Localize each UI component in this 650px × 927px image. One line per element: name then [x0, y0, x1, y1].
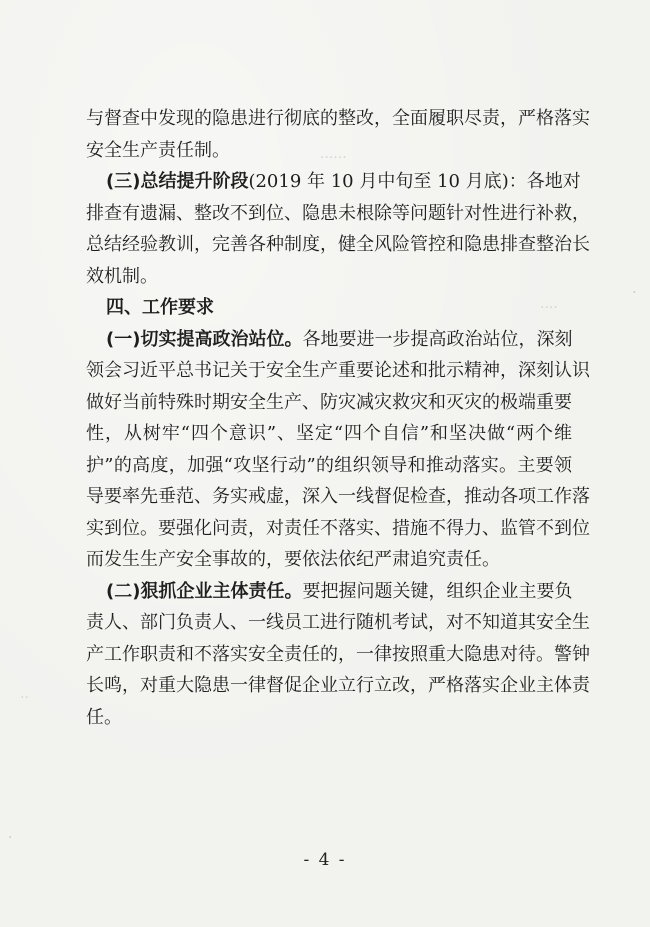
- item2-label: (二)狠抓企业主体责任。: [106, 580, 303, 602]
- text-line: 与督查中发现的隐患进行彻底的整改，全面履职尽责，严格落实: [86, 108, 590, 129]
- text-line: 而发生生产安全事故的，要依法依纪严肃追究责任。: [86, 549, 500, 570]
- item1-label: (一)切实提高政治站位。: [106, 328, 303, 350]
- section4-heading: 四、工作要求: [106, 297, 214, 318]
- edge-mark: ·: [632, 285, 637, 301]
- section3-label: (三)总结提升阶段: [106, 171, 249, 192]
- bleed-through-text: ······: [320, 150, 347, 166]
- text-line: 领会习近平总书记关于安全生产重要论述和批示精神，深刻认识: [86, 360, 590, 381]
- text-line: 排查有遗漏、整改不到位、隐患未根除等问题针对性进行补救，: [86, 202, 590, 224]
- item2-first-line: [86, 576, 572, 608]
- text-line: 做好当前特殊时期安全生产、防灾减灾救灾和灭灾的极端重要: [86, 391, 572, 413]
- text-line: 性，从树牢“四个意识”、坚定“四个自信”和坚决做“两个维: [86, 423, 572, 444]
- text-line: 产工作职责和不落实安全责任的，一律按照重大隐患对待。警钟: [86, 643, 590, 665]
- text-line: 责人、部门负责人、一线员工进行随机考试，对不知道其安全生: [86, 612, 590, 633]
- text-line: 任。: [86, 706, 122, 728]
- section3-first-line-text: (2019 年 10 月中旬至 10 月底)：各地对: [248, 171, 581, 192]
- edge-mark: ·: [8, 830, 13, 846]
- text-line: 护”的高度，加强“攻坚行动”的组织领导和推动落实。主要领: [86, 454, 572, 476]
- item1-first-line: [86, 324, 572, 356]
- text-line: 总结经验教训，完善各种制度，健全风险管控和隐患排查整治长: [86, 234, 590, 255]
- bleed-through-text: ····: [540, 300, 558, 316]
- text-line: 导要率先垂范、务实戒虚，深入一线督促检查，推动各项工作落: [86, 486, 590, 507]
- bleed-through-text: ··: [20, 690, 29, 706]
- text-line: 效机制。: [86, 265, 158, 287]
- text-line: 实到位。要强化问责，对责任不落实、措施不得力、监管不到位: [86, 517, 590, 539]
- item1-first-line-text: 各地要进一步提高政治站位，深刻: [302, 328, 573, 350]
- text-line: 安全生产责任制。: [86, 139, 230, 161]
- text-line: 长鸣，对重大隐患一律督促企业立行立改，严格落实企业主体责: [86, 675, 590, 696]
- document-body: [86, 103, 590, 733]
- section3-first-line: [86, 166, 581, 198]
- page-number: - 4 -: [303, 850, 347, 870]
- item2-first-line-text: 要把握问题关键，组织企业主要负: [302, 580, 573, 602]
